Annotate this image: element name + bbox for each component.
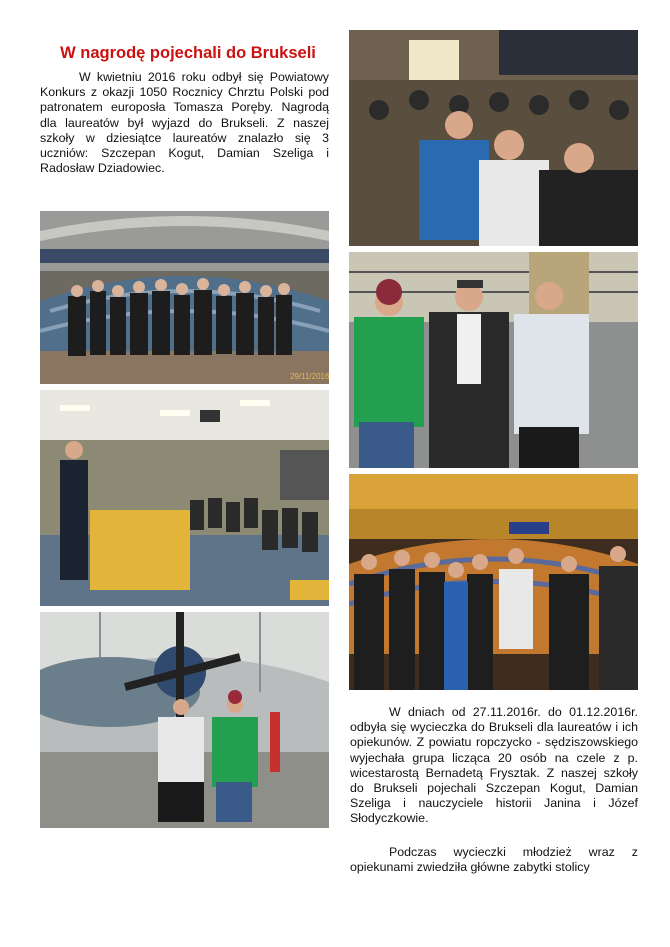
photo-group-in-hemicycle <box>40 211 329 384</box>
photo-three-men-outdoors <box>349 252 638 468</box>
article-title: W nagrodę pojechali do Brukseli <box>60 44 316 62</box>
photo-group-in-parliament <box>349 474 638 690</box>
photo-date-stamp: 29/11/2016 <box>290 372 329 381</box>
photo-audience-seated <box>349 30 638 246</box>
trip-paragraph: W dniach od 27.11.2016r. do 01.12.2016r. odbyła się wycieczka do Brukseli dla laureatów i ich opiekunów. Z powiatu ropczycko - sędziszowskiego wyjechała grupa licząca 20 osób na czele z p. wicestarostą Bernadetą Frysztak. Z naszej szkoły do Brukseli pojechali Szczepan Kogut, Damian Szeliga i nauczyciele historii Janina i Józef Słodyczkowie. <box>350 705 638 826</box>
intro-paragraph: W kwietniu 2016 roku odbył się Powiatowy Konkurs z okazji 1050 Rocznicy Chrztu Polski pod patronatem europosła Tomasza Poręby. Nagrodą dla laureatów był wyjazd do Brukseli. Z naszej szkoły w dziesiątce laureatów znalazło się 3 uczniów: Szczepan Kogut, Damian Szeliga i Radosław Dziadowiec. <box>40 70 329 176</box>
photo-aviation-museum <box>40 612 329 828</box>
visit-paragraph: Podczas wycieczki młodzież wraz z opiekunami zwiedziła główne zabytki stolicy <box>350 845 638 875</box>
photo-lecture-room <box>40 390 329 606</box>
